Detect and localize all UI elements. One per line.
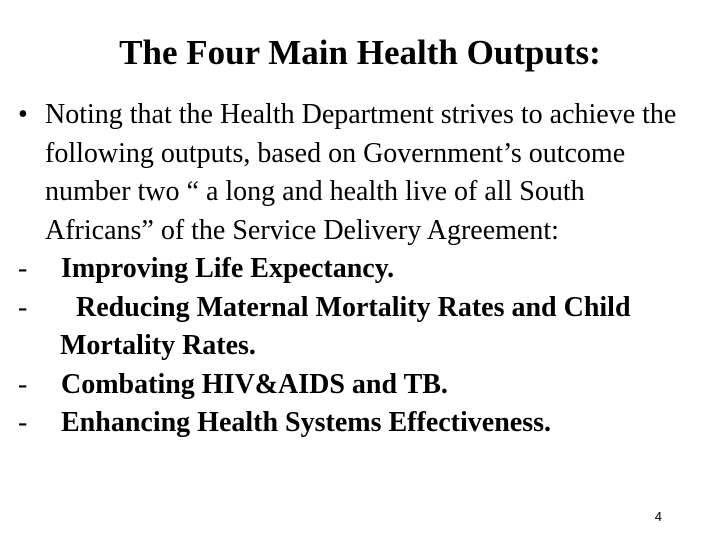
- bullet-marker: •: [18, 99, 28, 130]
- output-text: Reducing Maternal Mortality Rates and Child Mortality Rates.: [60, 291, 631, 361]
- slide-body: [18, 96, 698, 443]
- intro-text: Noting that the Health Department strives to achieve the following outputs, based on Government’s outcome number two “ a long and health live of all South Africans” of the Service Delivery Agreement:: [45, 99, 677, 246]
- slide-title: The Four Main Health Outputs:: [119, 33, 601, 72]
- dash-marker: -: [18, 291, 28, 323]
- output-item-health-systems: [18, 404, 698, 443]
- dash-marker: -: [18, 368, 28, 400]
- output-text: Improving Life Expectancy.: [61, 253, 395, 284]
- dash-marker: -: [18, 253, 28, 284]
- dash-marker: -: [18, 407, 28, 438]
- output-item-mortality-rates: [18, 289, 698, 366]
- output-text: Enhancing Health Systems Effectiveness.: [61, 407, 551, 438]
- output-item-life-expectancy: [18, 250, 698, 289]
- page-number: 4: [654, 509, 662, 524]
- output-item-hiv-aids-tb: [18, 366, 698, 405]
- intro-paragraph: [18, 96, 698, 250]
- output-text: Combating HIV&AIDS and TB.: [61, 368, 448, 400]
